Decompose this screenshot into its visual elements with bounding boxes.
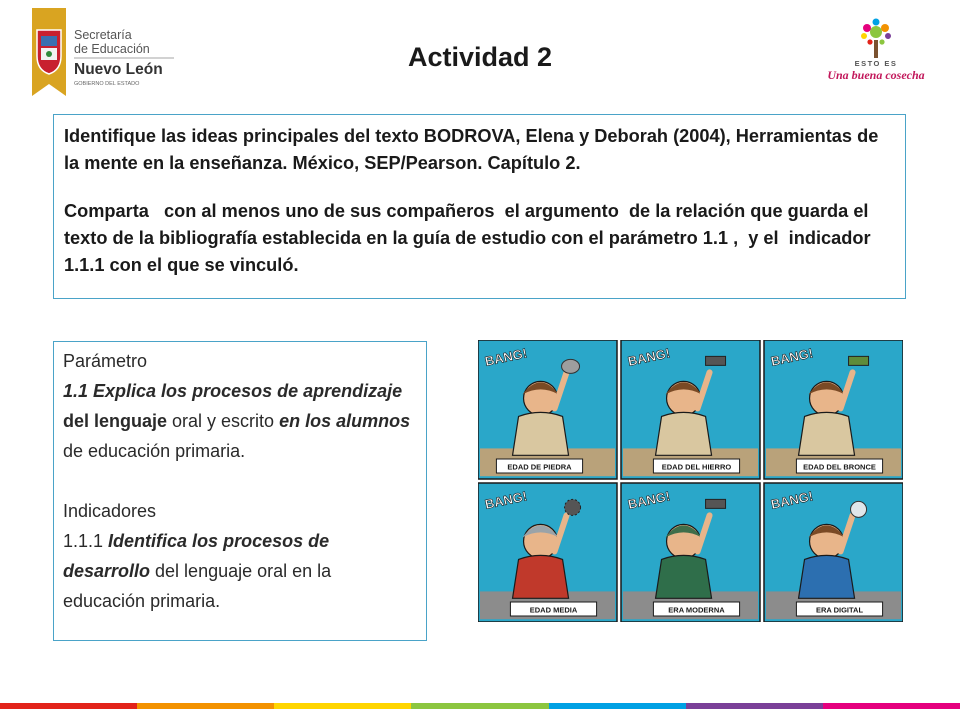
instructions-box bbox=[53, 114, 906, 299]
comic-panel bbox=[478, 340, 617, 479]
panel-caption: ERA DIGITAL bbox=[815, 605, 864, 615]
page-title: Actividad 2 bbox=[407, 42, 553, 72]
parameter-text bbox=[63, 376, 417, 466]
logo-line4: GOBIERNO DEL ESTADO bbox=[74, 81, 140, 87]
indicator-plain: del lenguaje oral en la educación primaria. bbox=[63, 561, 332, 611]
parameter-heading: Parámetro bbox=[63, 351, 148, 371]
panel-caption: EDAD DEL HIERRO bbox=[661, 462, 732, 472]
parameter-emph-a: 1.1 Explica los procesos de aprendizaje bbox=[63, 381, 403, 401]
logo-line1: Secretaría bbox=[74, 28, 132, 42]
logo-tag: ESTO ES bbox=[854, 59, 898, 68]
hammer-tool-icon bbox=[849, 356, 869, 365]
indicators-heading: Indicadores bbox=[63, 501, 157, 521]
comic-panel bbox=[621, 340, 760, 479]
mace-tool-icon bbox=[565, 499, 581, 515]
stripe-segment bbox=[686, 703, 823, 709]
instructions-paragraph-2: Comparta con al menos uno de sus compañeros el argumento de la relación que guarda el texto de la bibliografía establecida en la guía de estudio con el parámetro 1.1 , y el indicador 1.1.1 con el que se vinculó. bbox=[64, 201, 876, 275]
panel-caption: EDAD DE PIEDRA bbox=[507, 462, 572, 472]
parameter-box bbox=[53, 341, 427, 641]
character-body-icon bbox=[656, 555, 712, 598]
character-body-icon bbox=[799, 412, 855, 455]
indicator-number: 1.1.1 bbox=[63, 531, 109, 551]
stripe-segment bbox=[0, 703, 137, 709]
bang-text: BANG! bbox=[626, 345, 672, 369]
stripe-segment bbox=[823, 703, 960, 709]
bang-text: BANG! bbox=[483, 488, 529, 512]
parameter-emph-b: del lenguaje bbox=[63, 411, 168, 431]
bottom-color-stripe bbox=[0, 703, 960, 709]
panel-caption: EDAD MEDIA bbox=[529, 605, 578, 615]
parameter-emph-d: en los alumnos bbox=[279, 411, 411, 431]
panel-caption: ERA MODERNA bbox=[668, 605, 725, 615]
stripe-segment bbox=[411, 703, 548, 709]
parameter-plain-c: oral y escrito bbox=[167, 411, 280, 431]
instructions-paragraph-1: Identifique las ideas principales del texto BODROVA, Elena y Deborah (2004), Herramientas de la mente en la enseñanza. México, SEP/Pearson. Capítulo 2. bbox=[64, 126, 879, 173]
character-body-icon bbox=[799, 555, 855, 598]
logo-line2: de Educación bbox=[74, 42, 150, 56]
bang-text: BANG! bbox=[483, 345, 529, 369]
bang-text: BANG! bbox=[626, 488, 672, 512]
comic-panel bbox=[764, 340, 903, 479]
parameter-plain-e: de educación primaria. bbox=[63, 441, 246, 461]
character-body-icon bbox=[513, 555, 569, 598]
bang-text: BANG! bbox=[769, 488, 815, 512]
comic-panel bbox=[478, 483, 617, 622]
comic-panel bbox=[621, 483, 760, 622]
buena-cosecha-logo bbox=[812, 16, 942, 86]
indicator-text bbox=[63, 526, 417, 616]
hammer-tool-icon bbox=[706, 499, 726, 508]
stripe-segment bbox=[549, 703, 686, 709]
comic-panel bbox=[764, 483, 903, 622]
indicator-emph: Identifica los procesos de desarrollo bbox=[63, 531, 330, 581]
tree-icon bbox=[861, 19, 891, 59]
character-body-icon bbox=[513, 412, 569, 455]
character-body-icon bbox=[656, 412, 712, 455]
stripe-segment bbox=[274, 703, 411, 709]
comic-illustration bbox=[478, 340, 903, 622]
logo-slogan: Una buena cosecha bbox=[827, 68, 925, 82]
logo-line3: Nuevo León bbox=[74, 61, 163, 78]
cd-tool-icon bbox=[851, 501, 867, 517]
hammer-tool-icon bbox=[706, 356, 726, 365]
bang-text: BANG! bbox=[769, 345, 815, 369]
panel-caption: EDAD DEL BRONCE bbox=[803, 462, 876, 472]
rock-tool-icon bbox=[562, 359, 580, 373]
stripe-segment bbox=[137, 703, 274, 709]
